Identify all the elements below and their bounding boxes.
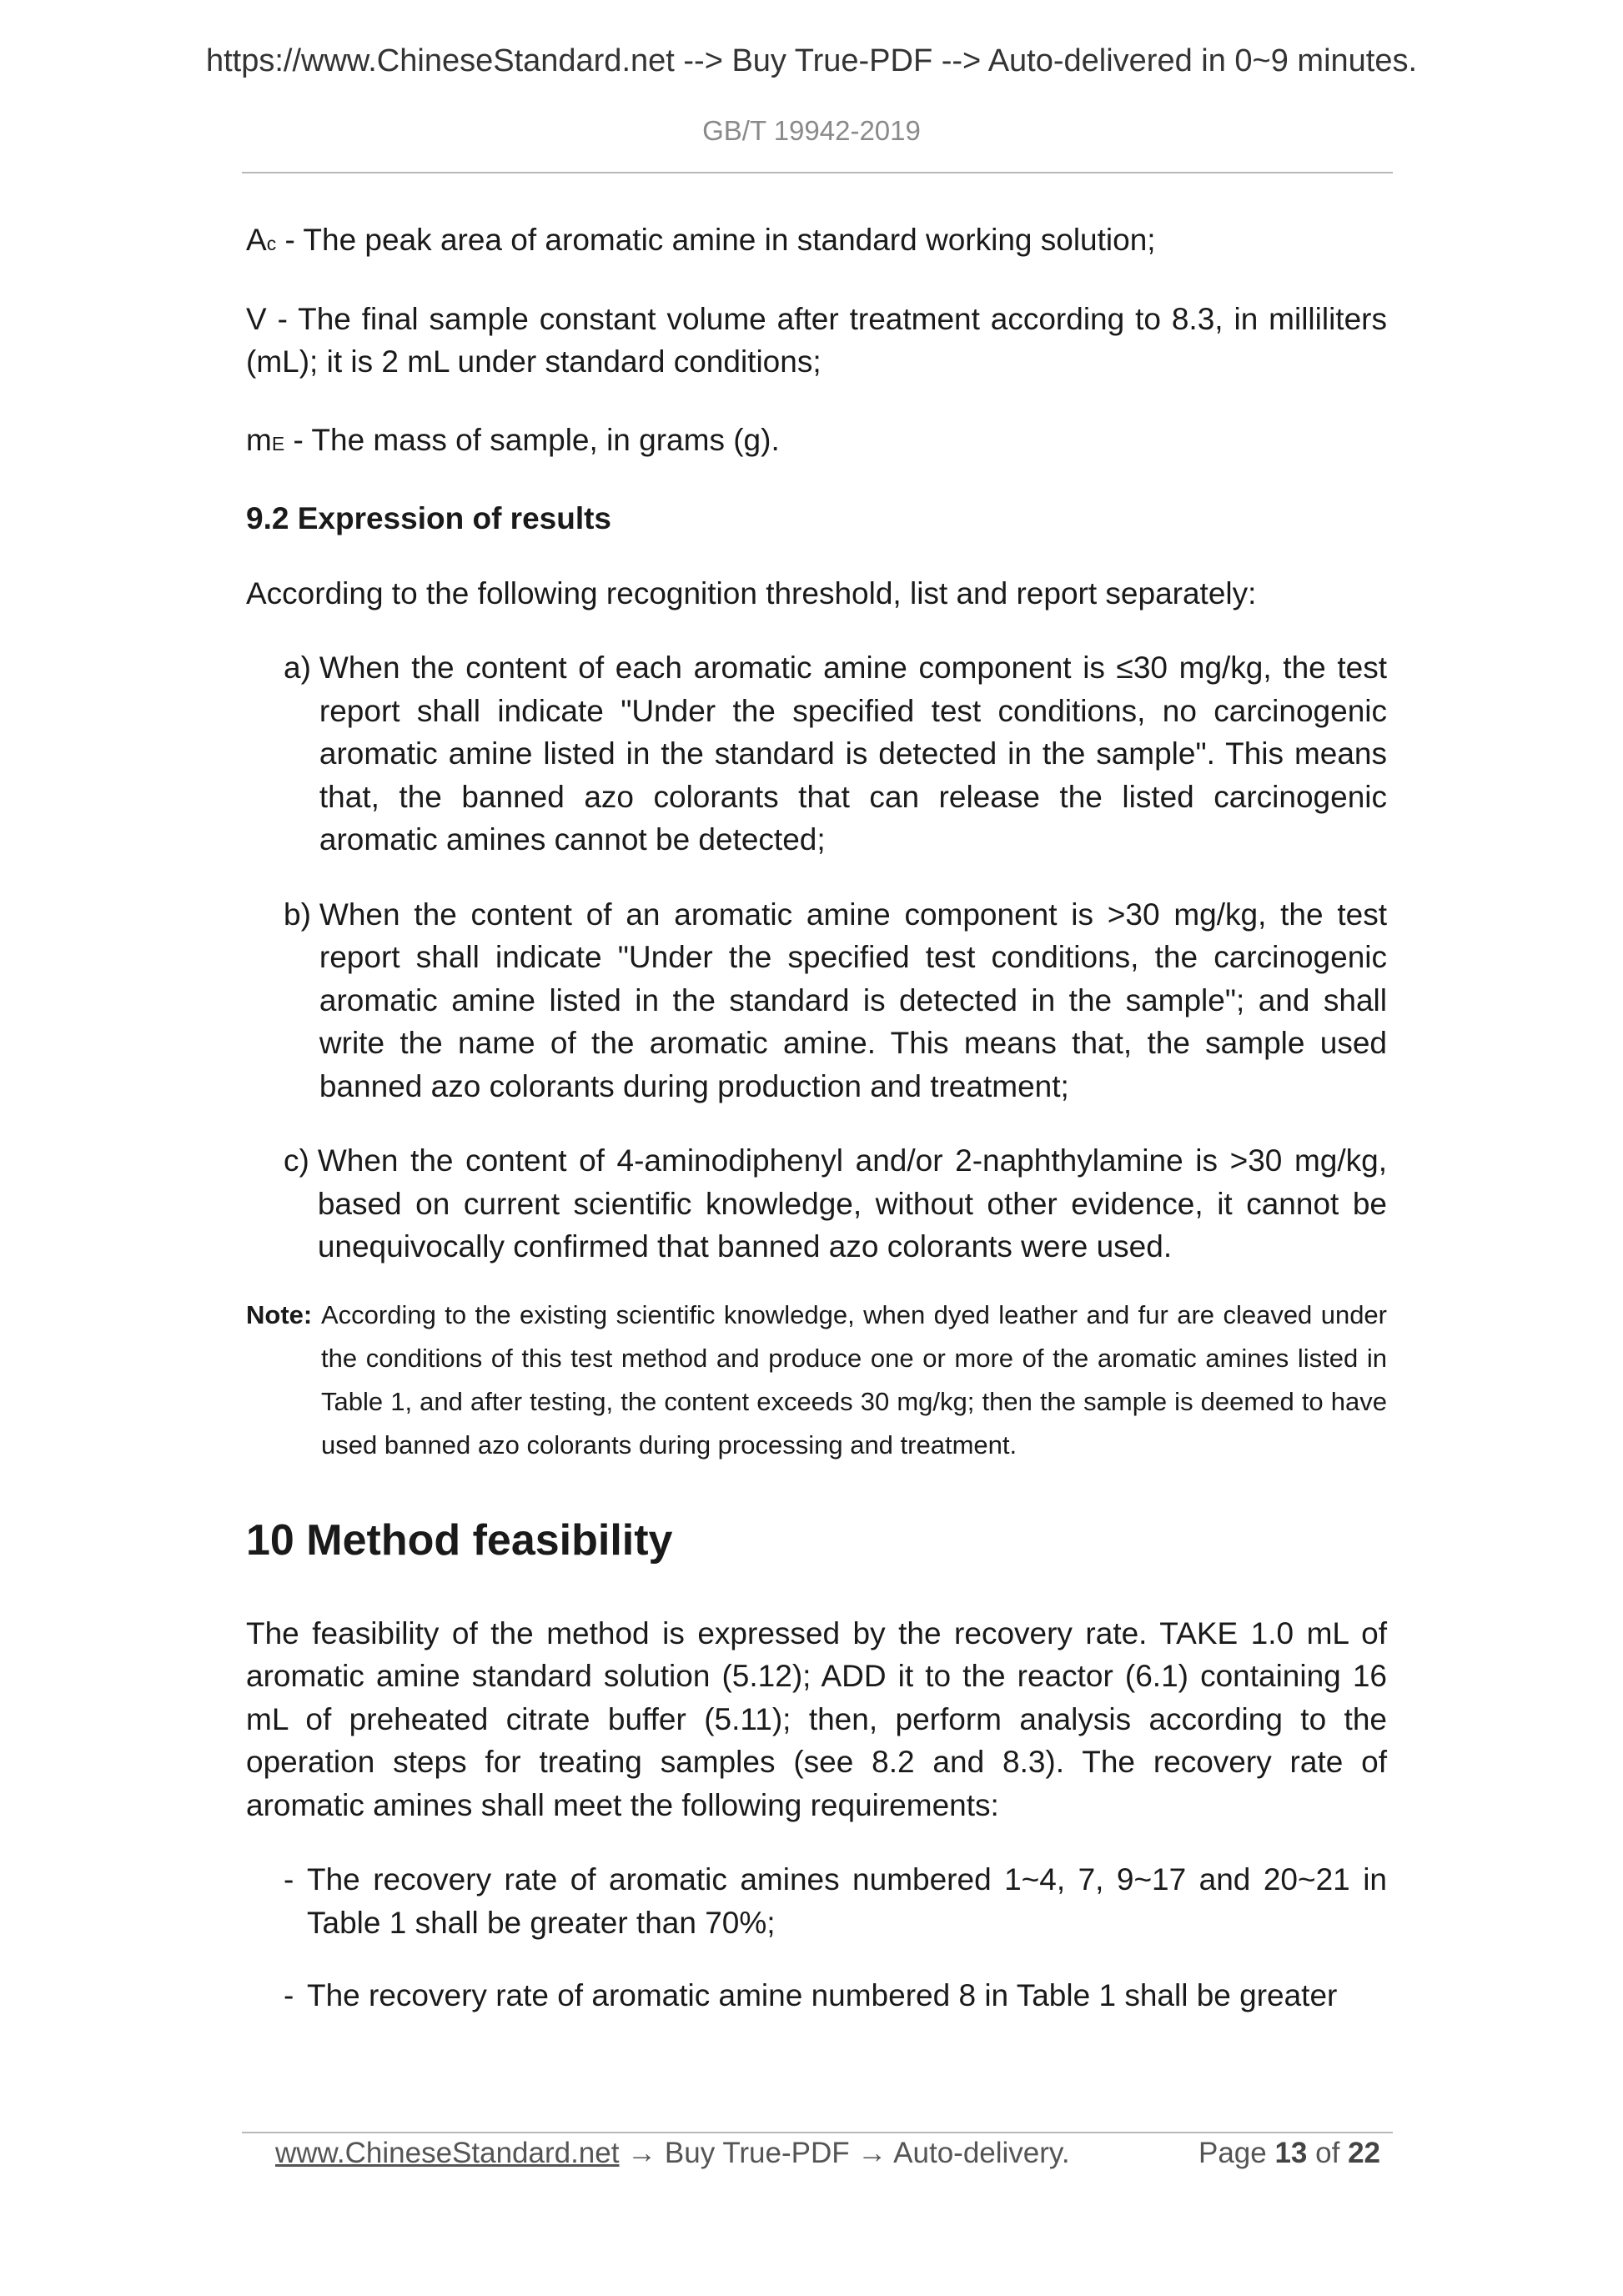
requirement-text: The recovery rate of aromatic amines numbered 1~4, 7, 9~17 and 20~21 in Table 1 shall be greater than 70%; [307,1862,1387,1940]
section-9-2-heading: 9.2 Expression of results [246,501,612,535]
header-divider [242,172,1393,173]
result-list [246,646,1387,1269]
list-marker: a) [284,651,311,685]
definition-ac: Ac - The peak area of aromatic amine in standard working solution; [246,223,1156,257]
footer-link[interactable]: www.ChineseStandard.net [275,2137,620,2169]
list-marker: b) [284,897,311,932]
note-text: According to the existing scientific knowledge, when dyed leather and fur are cleaved under the conditions of this test method and produce one or more of the aromatic amines listed in Table 1, and after testing, the content exceeds 30 mg/kg; then the sample is deemed to have used banned azo colorants during processing and treatment. [321,1299,1387,1459]
page-indicator: Page 13 of 22 [1198,2137,1380,2169]
requirement-item [246,1858,1387,1944]
footer-divider [242,2132,1393,2133]
dash-marker: - [284,1978,294,2012]
page-content [246,219,1387,2017]
section-10-paragraph: The feasibility of the method is expressed by the recovery rate. TAKE 1.0 mL of aromatic amine standard solution (5.12); ADD it to the reactor (6.1) containing 16 mL of preheated citrate buffer (5.11); then, perform analysis according to the operation steps for treating samples (see 8.2 and 8.3). The recovery rate of aromatic amines shall meet the following requirements: [246,1615,1387,1822]
dash-marker: - [284,1862,294,1897]
page-total: 22 [1348,2137,1380,2169]
document-code: GB/T 19942-2019 [702,115,921,146]
definition-v: V - The final sample constant volume after treatment according to 8.3, in milliliters (mL); it is 2 mL under standard conditions; [246,301,1387,379]
section-9-2-intro: According to the following recognition threshold, list and report separately: [246,575,1257,610]
page-footer [275,2137,1380,2170]
list-item-text: When the content of each aromatic amine component is ≤30 mg/kg, the test report shall indicate "Under the specified test conditions, no carcinogenic aromatic amine listed in the standard is detected in the sample". This means that, the banned azo colorants that can release the listed carcinogenic aromatic amines cannot be detected; [319,651,1387,857]
note-label: Note: [246,1299,313,1329]
definition-me: mE - The mass of sample, in grams (g). [246,422,780,457]
note-block [246,1294,1387,1467]
list-item [284,893,1387,1108]
list-item-text: When the content of 4-aminodiphenyl and/or 2-naphthylamine is >30 mg/kg, based on current scientific knowledge, without other evidence, it cannot be unequivocally confirmed that banned azo colorants were used. [317,1143,1387,1264]
list-item-text: When the content of an aromatic amine component is >30 mg/kg, the test report shall indicate "Under the specified test conditions, the carcinogenic aromatic amine listed in the standard is detected in the sample"; and shall write the name of the aromatic amine. This means that, the sample used banned azo colorants during production and treatment; [319,897,1387,1103]
header-url-line: https://www.ChineseStandard.net --> Buy True-PDF --> Auto-delivered in 0~9 minutes. [205,43,1418,78]
list-item [284,646,1387,862]
subscript: E [271,432,285,455]
list-marker: c) [284,1143,309,1178]
requirement-item [246,1974,1387,2017]
list-item [284,1139,1387,1269]
section-10-heading: 10 Method feasibility [246,1515,673,1565]
page-number: 13 [1274,2137,1308,2169]
footer-tagline: → Buy True-PDF → Auto-delivery. [619,2137,1070,2169]
subscript: c [266,233,277,254]
requirement-text: The recovery rate of aromatic amine numbered 8 in Table 1 shall be greater [307,1978,1338,2012]
